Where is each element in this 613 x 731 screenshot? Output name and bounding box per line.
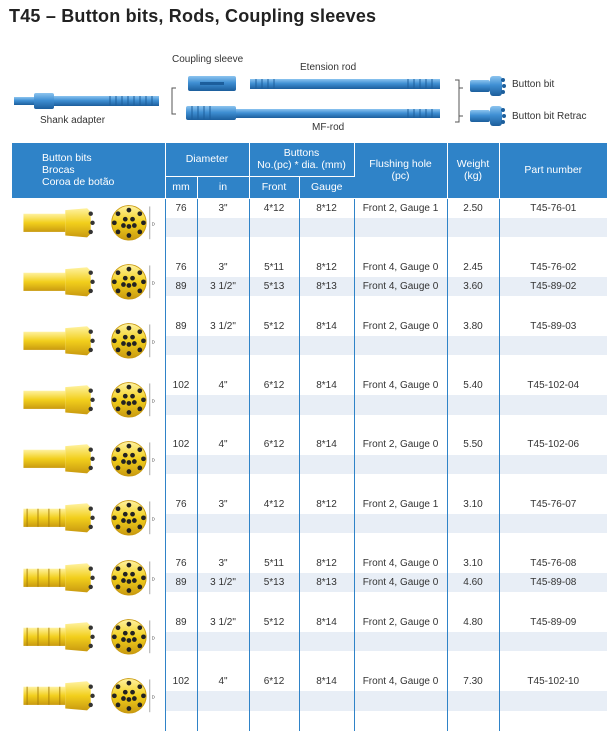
svg-text:D: D: [151, 339, 156, 345]
part-number: [499, 533, 607, 554]
part-number: [499, 455, 607, 474]
page-title: T45 – Button bits, Rods, Coupling sleeves: [9, 6, 377, 26]
buttons-front: [249, 336, 299, 355]
buttons-gauge: [299, 691, 354, 710]
weight: [447, 632, 499, 651]
buttons-front: 5*13: [249, 573, 299, 592]
bit-drawing: [13, 201, 163, 241]
table-row: [12, 317, 607, 336]
col-header-gauge: Gauge: [299, 176, 354, 198]
diameter-mm: 89: [165, 317, 197, 336]
part-number: [499, 218, 607, 237]
bit-drawing: [13, 319, 163, 359]
part-number: [499, 336, 607, 355]
spec-table-body: [12, 198, 607, 731]
diameter-mm: [165, 632, 197, 651]
diameter-in: 3": [197, 554, 249, 573]
diameter-in: 4": [197, 376, 249, 395]
buttons-gauge: [299, 336, 354, 355]
buttons-front: 5*11: [249, 554, 299, 573]
diameter-mm: 102: [165, 435, 197, 454]
diameter-in: [197, 632, 249, 651]
buttons-gauge: 8*14: [299, 435, 354, 454]
weight: [447, 296, 499, 317]
col-header-flushing-line2: (pc): [391, 170, 410, 183]
part-number: T45-89-03: [530, 321, 577, 333]
buttons-front: [249, 514, 299, 533]
table-row: [12, 672, 607, 691]
col-header-button-bits-pt: Coroa de botão: [42, 176, 115, 189]
svg-text:D: D: [151, 694, 156, 700]
col-header-part-number: Part number: [499, 143, 607, 198]
button-bit-image: [12, 672, 165, 731]
diameter-mm: [165, 296, 197, 317]
buttons-gauge: [299, 651, 354, 672]
diameter-mm: [165, 336, 197, 355]
diameter-in: [197, 474, 249, 495]
buttons-gauge: [299, 218, 354, 237]
extension-rod-label: Etension rod: [300, 62, 357, 73]
bit-drawing: [13, 674, 163, 714]
weight: [447, 355, 499, 376]
weight: [447, 474, 499, 495]
table-row: [12, 554, 607, 573]
part-number: [499, 632, 607, 651]
bit-drawing: [13, 260, 163, 300]
diameter-in: [197, 711, 249, 731]
part-number: [499, 474, 607, 495]
part-number: T45-89-08: [499, 573, 607, 592]
bit-drawing: [13, 437, 163, 477]
button-bit-image: [12, 554, 165, 613]
shank-adapter-label: Shank adapter: [40, 115, 106, 126]
weight: 7.30: [447, 672, 499, 691]
buttons-gauge: [299, 395, 354, 414]
weight: 3.80: [447, 317, 499, 336]
bit-drawing: [13, 378, 163, 418]
buttons-gauge: [299, 237, 354, 258]
col-header-button-bits-en: Button bits: [42, 152, 92, 165]
part-number: [499, 296, 607, 317]
spec-table-header: [12, 143, 607, 198]
diameter-in: [197, 533, 249, 554]
col-header-flushing: [354, 143, 447, 198]
drill-string-diagram: [0, 40, 613, 140]
weight: 4.80: [447, 613, 499, 632]
buttons-front: [249, 711, 299, 731]
buttons-gauge: [299, 533, 354, 554]
buttons-front: 4*12: [249, 494, 299, 513]
svg-text:D: D: [151, 221, 156, 227]
buttons-front: 5*12: [249, 317, 299, 336]
part-number: [499, 592, 607, 613]
col-header-button-bits-es: Brocas: [42, 164, 75, 177]
col-header-buttons-line2: No.(pc) * dia. (mm): [257, 159, 346, 172]
buttons-front: 5*11: [249, 258, 299, 277]
flushing-hole: [354, 632, 447, 651]
buttons-gauge: [299, 455, 354, 474]
buttons-gauge: [299, 415, 354, 436]
table-row: [12, 435, 607, 454]
buttons-gauge: [299, 296, 354, 317]
flushing-hole: [354, 218, 447, 237]
diameter-in: [197, 355, 249, 376]
weight: [447, 395, 499, 414]
flushing-hole: [354, 474, 447, 495]
col-header-weight-line1: Weight: [456, 158, 490, 171]
diameter-in: [197, 455, 249, 474]
buttons-front: 5*13: [249, 277, 299, 296]
diameter-mm: [165, 651, 197, 672]
buttons-front: [249, 218, 299, 237]
flushing-hole: [354, 395, 447, 414]
weight: [447, 691, 499, 710]
weight: [447, 533, 499, 554]
spec-table: [12, 143, 607, 731]
buttons-gauge: [299, 474, 354, 495]
coupling-sleeve-label: Coupling sleeve: [172, 54, 244, 65]
diameter-in: [197, 218, 249, 237]
button-bit-retrac-label: Button bit Retrac: [512, 111, 587, 122]
table-row: [12, 198, 607, 218]
shank-adapter-shape: [14, 93, 159, 109]
diameter-in: 3 1/2": [197, 573, 249, 592]
weight: [447, 336, 499, 355]
part-number: [499, 711, 607, 731]
diameter-mm: 76: [165, 258, 197, 277]
part-number: T45-76-08: [530, 557, 577, 569]
part-number: T45-76-01: [530, 202, 577, 214]
flushing-hole: Front 2, Gauge 0: [354, 317, 447, 336]
col-header-in: in: [197, 176, 249, 198]
flushing-hole: [354, 415, 447, 436]
flushing-hole: [354, 533, 447, 554]
part-number: T45-76-02: [530, 261, 577, 273]
buttons-gauge: 8*12: [299, 198, 354, 218]
part-number: [499, 395, 607, 414]
part-number: T45-89-02: [499, 277, 607, 296]
diameter-mm: [165, 514, 197, 533]
weight: [447, 415, 499, 436]
buttons-gauge: [299, 514, 354, 533]
button-bit-image: [12, 198, 165, 258]
col-header-weight: [447, 143, 499, 198]
bit-drawing: [13, 496, 163, 536]
diameter-mm: 89: [165, 573, 197, 592]
flushing-hole: Front 2, Gauge 0: [354, 613, 447, 632]
col-header-buttons-line1: Buttons: [283, 147, 320, 160]
table-row: [12, 258, 607, 277]
buttons-gauge: 8*13: [299, 573, 354, 592]
button-bit-image: [12, 613, 165, 672]
col-header-mm: mm: [165, 176, 197, 198]
diameter-mm: 76: [165, 494, 197, 513]
mf-rod-label: MF-rod: [312, 122, 345, 133]
table-row: [12, 376, 607, 395]
diameter-in: 4": [197, 672, 249, 691]
diameter-mm: [165, 355, 197, 376]
flushing-hole: Front 4, Gauge 0: [354, 376, 447, 395]
col-header-weight-line2: (kg): [463, 170, 483, 183]
weight: 5.50: [447, 435, 499, 454]
part-number: T45-76-07: [530, 498, 577, 510]
diameter-mm: [165, 415, 197, 436]
flushing-hole: Front 2, Gauge 1: [354, 198, 447, 218]
diameter-in: 3 1/2": [197, 277, 249, 296]
diameter-mm: [165, 592, 197, 613]
buttons-front: 6*12: [249, 435, 299, 454]
bit-drawing: [13, 556, 163, 596]
diameter-in: [197, 296, 249, 317]
flushing-hole: [354, 336, 447, 355]
diameter-mm: 89: [165, 613, 197, 632]
button-bit-image: [12, 435, 165, 494]
flushing-hole: Front 2, Gauge 0: [354, 435, 447, 454]
diameter-mm: 102: [165, 672, 197, 691]
flushing-hole: [354, 296, 447, 317]
flushing-hole: Front 4, Gauge 0: [354, 277, 447, 296]
part-number: T45-89-09: [530, 616, 577, 628]
flushing-hole: Front 4, Gauge 0: [354, 554, 447, 573]
diameter-in: 3": [197, 198, 249, 218]
diameter-in: [197, 514, 249, 533]
col-header-flushing-line1: Flushing hole: [369, 158, 432, 171]
col-header-button-bits: [12, 143, 165, 198]
buttons-front: [249, 691, 299, 710]
svg-text:D: D: [151, 576, 156, 582]
part-number: T45-102-10: [527, 676, 580, 688]
weight: [447, 592, 499, 613]
buttons-gauge: 8*14: [299, 376, 354, 395]
buttons-front: [249, 533, 299, 554]
col-header-buttons: [249, 143, 354, 176]
flushing-hole: [354, 514, 447, 533]
button-bit-retrac-shape: [470, 106, 506, 126]
buttons-front: [249, 632, 299, 651]
buttons-front: [249, 395, 299, 414]
buttons-gauge: 8*14: [299, 672, 354, 691]
diameter-in: [197, 592, 249, 613]
weight: 5.40: [447, 376, 499, 395]
flushing-hole: [354, 355, 447, 376]
diameter-mm: [165, 474, 197, 495]
buttons-gauge: [299, 711, 354, 731]
buttons-front: [249, 237, 299, 258]
diameter-in: [197, 336, 249, 355]
flushing-hole: Front 4, Gauge 0: [354, 573, 447, 592]
bit-drawing: [13, 615, 163, 655]
buttons-front: 6*12: [249, 672, 299, 691]
part-number: [499, 355, 607, 376]
flushing-hole: [354, 592, 447, 613]
mf-rod-shape: [186, 106, 440, 120]
diameter-mm: [165, 455, 197, 474]
diameter-in: [197, 651, 249, 672]
diameter-mm: [165, 711, 197, 731]
buttons-gauge: [299, 632, 354, 651]
col-header-diameter: Diameter: [165, 143, 249, 176]
buttons-gauge: 8*12: [299, 258, 354, 277]
part-number: T45-102-04: [527, 380, 580, 392]
button-bit-image: [12, 494, 165, 553]
weight: 3.10: [447, 494, 499, 513]
part-number: [499, 237, 607, 258]
diameter-in: 3 1/2": [197, 613, 249, 632]
svg-text:D: D: [151, 457, 156, 463]
buttons-gauge: [299, 592, 354, 613]
flushing-hole: [354, 455, 447, 474]
col-header-front: Front: [249, 176, 299, 198]
diameter-in: [197, 237, 249, 258]
svg-text:D: D: [151, 280, 156, 286]
diameter-mm: [165, 533, 197, 554]
diameter-in: 3": [197, 494, 249, 513]
flushing-hole: [354, 651, 447, 672]
weight: 2.45: [447, 258, 499, 277]
diameter-mm: 102: [165, 376, 197, 395]
flushing-hole: [354, 691, 447, 710]
flushing-hole: Front 4, Gauge 0: [354, 672, 447, 691]
svg-text:D: D: [151, 398, 156, 404]
part-number: [499, 415, 607, 436]
buttons-gauge: [299, 355, 354, 376]
diameter-mm: [165, 691, 197, 710]
table-row: [12, 613, 607, 632]
buttons-gauge: 8*13: [299, 277, 354, 296]
buttons-front: [249, 296, 299, 317]
diameter-in: 4": [197, 435, 249, 454]
flushing-hole: [354, 711, 447, 731]
button-bit-image: [12, 376, 165, 435]
diameter-mm: [165, 218, 197, 237]
buttons-front: [249, 651, 299, 672]
buttons-gauge: 8*12: [299, 494, 354, 513]
buttons-front: 6*12: [249, 376, 299, 395]
diameter-mm: [165, 395, 197, 414]
weight: 2.50: [447, 198, 499, 218]
diameter-in: [197, 691, 249, 710]
part-number: [499, 514, 607, 533]
flushing-hole: Front 2, Gauge 1: [354, 494, 447, 513]
buttons-front: [249, 474, 299, 495]
table-row: [12, 494, 607, 513]
weight: [447, 455, 499, 474]
diameter-in: [197, 415, 249, 436]
diameter-mm: [165, 237, 197, 258]
buttons-front: [249, 592, 299, 613]
weight: [447, 514, 499, 533]
weight: 3.60: [447, 277, 499, 296]
coupling-sleeve-shape: [188, 76, 236, 91]
diameter-in: [197, 395, 249, 414]
extension-rod-shape: [250, 79, 440, 89]
diameter-in: 3 1/2": [197, 317, 249, 336]
weight: [447, 218, 499, 237]
button-bit-label: Button bit: [512, 79, 555, 90]
buttons-front: [249, 455, 299, 474]
weight: 4.60: [447, 573, 499, 592]
weight: [447, 651, 499, 672]
flushing-hole: [354, 237, 447, 258]
button-bit-image: [12, 317, 165, 376]
weight: 3.10: [447, 554, 499, 573]
diameter-mm: 76: [165, 198, 197, 218]
button-bit-shape: [470, 76, 506, 96]
buttons-gauge: 8*14: [299, 317, 354, 336]
svg-text:D: D: [151, 635, 156, 641]
diameter-in: 3": [197, 258, 249, 277]
buttons-gauge: 8*12: [299, 554, 354, 573]
buttons-front: [249, 415, 299, 436]
diameter-mm: 76: [165, 554, 197, 573]
part-number: [499, 691, 607, 710]
part-number: T45-102-06: [527, 439, 580, 451]
flushing-hole: Front 4, Gauge 0: [354, 258, 447, 277]
buttons-front: 5*12: [249, 613, 299, 632]
button-bit-image: [12, 258, 165, 317]
diameter-mm: 89: [165, 277, 197, 296]
buttons-front: [249, 355, 299, 376]
weight: [447, 711, 499, 731]
buttons-front: 4*12: [249, 198, 299, 218]
part-number: [499, 651, 607, 672]
svg-text:D: D: [151, 516, 156, 522]
buttons-gauge: 8*14: [299, 613, 354, 632]
weight: [447, 237, 499, 258]
